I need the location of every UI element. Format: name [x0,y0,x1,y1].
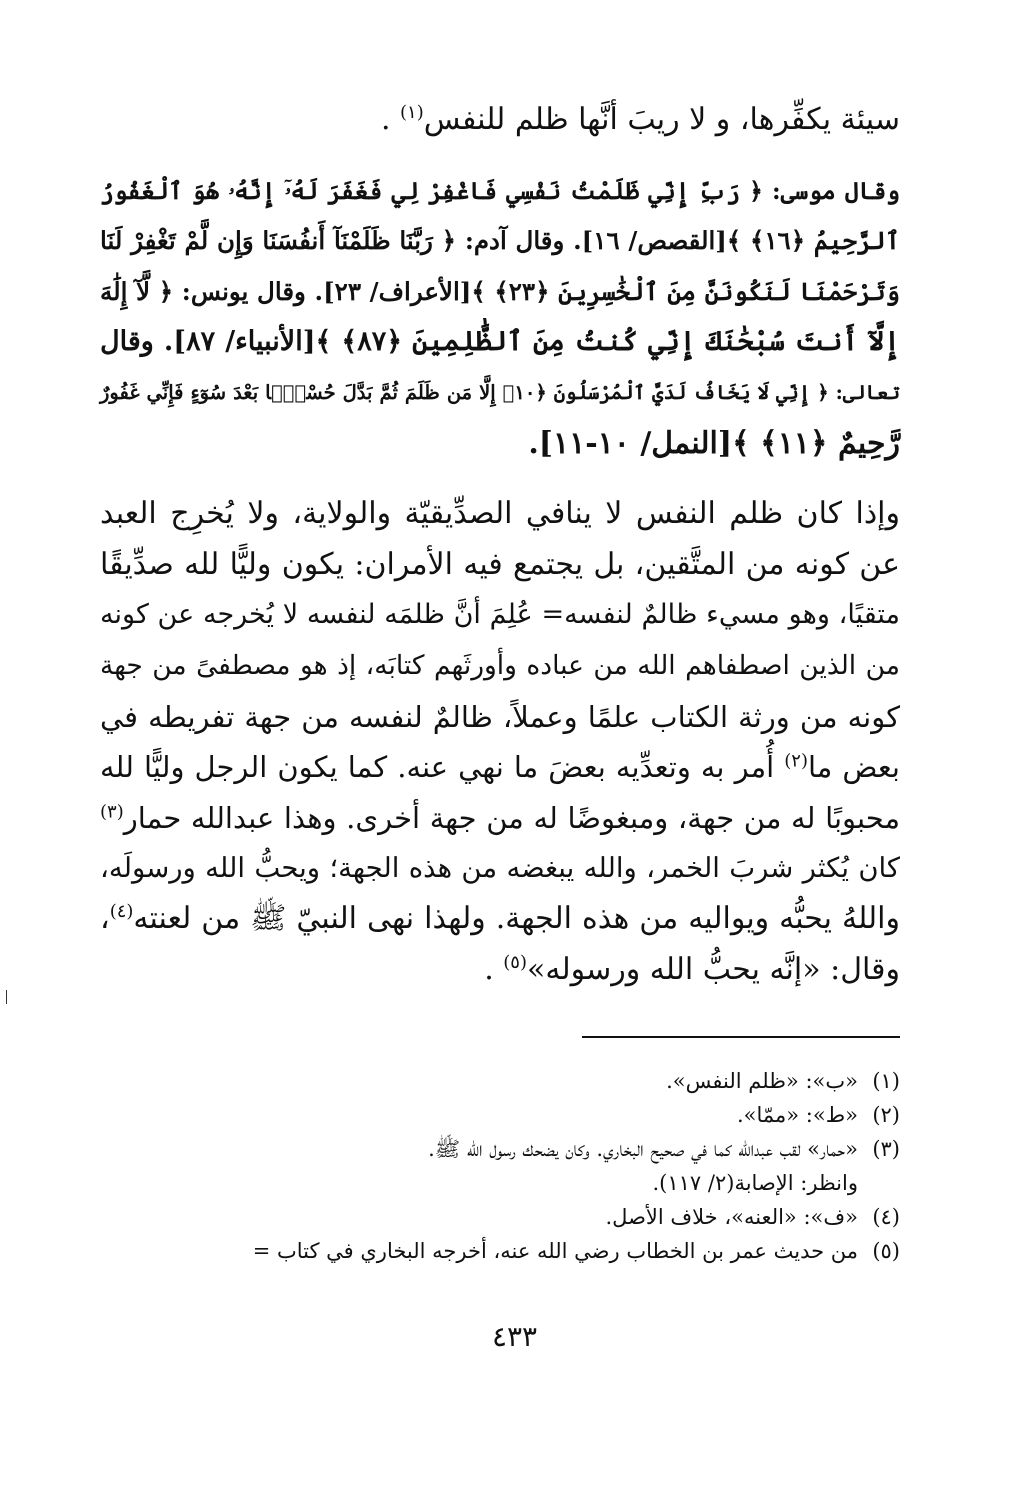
quran-line: إِلَّآ أَنتَ سُبْحَٰنَكَ إِنِّي كُنتُ مِنَ ٱلظَّٰلِمِينَ ﴿٨٧﴾ ﴾[الأنبياء/ ٨٧]. وقال [100,326,900,358]
footnote-item [100,1234,900,1268]
footnote-text: «ط»: «ممّا». [736,1103,858,1127]
footnote-ref: (٤) [109,900,134,922]
text-line: متقيًا، وهو مسيء ظالمٌ لنفسه= عُلِمَ أنَّ ظلمَه لنفسه لا يُخرجه عن كونه [100,599,900,631]
text-line: من الذين اصطفاهم الله من عباده وأورثَهم كتابَه، إذ هو مصطفىً من جهة [100,649,900,681]
footnote-text: «حمار» لقب عبدالله كما في صحيح البخاري. وكان يضحك رسول الله ﷺ. [428,1137,858,1161]
footnote-item [100,1064,900,1098]
page-number: ٤٣٣ [491,1320,538,1353]
text-line [100,793,900,844]
footnote-item [100,1098,900,1132]
line-text: . [484,951,504,987]
line-text: واللهُ يحبُّه ويواليه من هذه الجهة. ولهذا نهى النبيّ ﷺ من لعنته [133,900,900,936]
text-line [100,742,900,793]
quran-line: ٱلرَّحِيمُ ﴿١٦﴾ ﴾[القصص/ ١٦]. وقال آدم: ﴿ رَبَّنَا ظَلَمْنَآ أَنفُسَنَا وَإِن لَّمْ تَغْفِرْ لَنَا [100,226,900,256]
footnote-ref: (١) [400,102,424,123]
footnote-ref: (٥) [503,951,527,973]
quran-line: وَتَرْحَمْنَا لَنَكُونَنَّ مِنَ ٱلْخَٰسِرِينَ ﴿٢٣﴾ ﴾[الأعراف/ ٢٣]. وقال يونس: ﴿ لَّآ إِلَٰهَ [100,276,900,306]
footnote-text: «ب»: «ظلم النفس». [666,1069,858,1093]
text-line: كان يُكثر شربَ الخمر، والله يبغضه من هذه الجهة؛ ويحبُّ الله ورسولَه، [100,852,900,885]
line-text: بعض ما [807,750,900,785]
margin-mark [6,990,7,1004]
paragraph-gap [100,146,900,166]
line-text: ، [100,900,110,936]
footnote-number: (١) [872,1069,900,1093]
footnotes [100,1064,900,1268]
footnote-divider [582,1036,900,1038]
line-text: وقال: «إنَّه يحبُّ الله ورسوله» [527,951,900,987]
footnote-continuation: وانظر: الإصابة(٢/ ١١٧). [652,1171,858,1195]
footnote-item [100,1200,900,1234]
footnote-number: (٣) [872,1137,900,1161]
line-text: محبوبًا له من جهة، ومبغوضًا له من جهة أخرى. وهذا عبدالله حمار [123,800,900,835]
main-text [100,95,900,995]
footnote-ref: (٢) [784,750,808,772]
quran-line: رَّحِيمٌ ﴿١١﴾ ﴾[النمل/ ١٠-١١]. [528,425,900,461]
line-text: سيئة يكفِّرها، و لا ريبَ أنَّها ظلم للنفس [423,102,900,137]
footnote-ref: (٣) [100,801,124,823]
text-line [100,945,900,996]
footnote-text: «ف»: «العنه»، خلاف الأصل. [605,1205,858,1229]
text-line: عن كونه من المتَّقين، بل يجتمع فيه الأمران: يكون وليًّا لله صدِّيقًا [100,546,900,582]
footnote-number: (٤) [872,1205,900,1229]
footnote-text: من حديث عمر بن الخطاب رضي الله عنه، أخرجه البخاري في كتاب = [252,1239,858,1263]
text-line [100,95,900,146]
text-line [100,894,900,945]
footnote-number: (٥) [872,1239,900,1263]
quran-line: وقال موسى: ﴿ رَبِّ إِنِّي ظَلَمْتُ نَفْسِي فَاغْفِرْ لِي فَغَفَرَ لَهُۥٓ إِنَّهُۥ هُوَ ٱلْغَفُورُ [100,176,900,205]
quran-line: تعالى: ﴿ إِنِّي لَا يَخَافُ لَدَيَّ ٱلْمُرْسَلُونَ ﴿١٠﴾ إِلَّا مَن ظَلَمَ ثُمَّ بَدَّلَ حُسْنًۢا بَعْدَ سُوٓءٍ فَإِنِّي غَفُورٌ [100,380,900,404]
text-line: كونه من ورثة الكتاب علمًا وعملاً، ظالمٌ لنفسه من جهة تفريطه في [100,699,900,734]
line-text: . [380,102,401,137]
footnote-item [100,1132,900,1166]
footnote-number: (٢) [872,1103,900,1127]
text-line: وإذا كان ظلم النفس لا ينافي الصدِّيقيّة والولاية، ولا يُخرِج العبد [100,496,900,532]
paragraph-gap [100,469,900,489]
line-text: أُمر به وتعدِّيه بعضَ ما نهي عنه. كما يكون الرجل وليًّا لله [100,750,785,785]
